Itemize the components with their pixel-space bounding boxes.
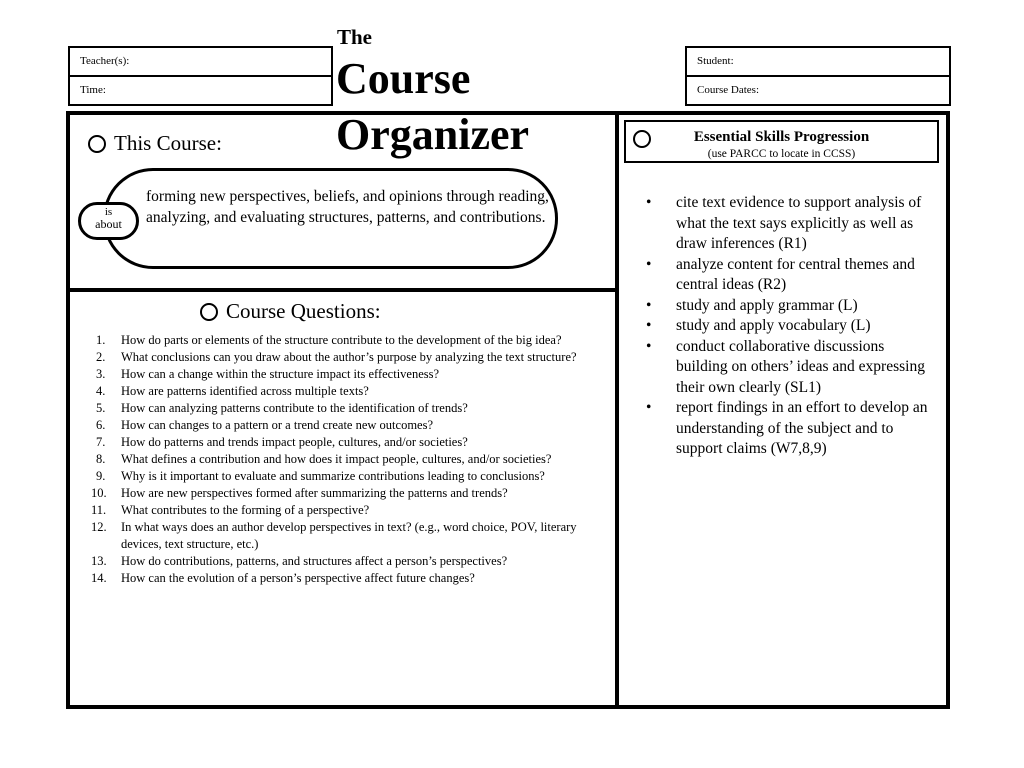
question-item xyxy=(86,502,596,519)
question-item xyxy=(86,468,596,485)
bullet-icon: • xyxy=(646,317,652,334)
question-text: How can the evolution of a person’s perspective affect future changes? xyxy=(121,571,475,585)
question-number: 6. xyxy=(96,418,106,432)
course-questions-list xyxy=(86,332,596,587)
course-description-text: forming new perspectives, beliefs, and opinions through reading, analyzing, and evaluating structures, patterns, and contributions. xyxy=(146,188,549,226)
question-number: 7. xyxy=(96,435,106,449)
question-item xyxy=(86,400,596,417)
skill-text: report findings in an effort to develop an understanding of the subject and to support claims (W7,8,9) xyxy=(676,399,928,457)
course-dates-field[interactable] xyxy=(687,77,949,106)
question-item xyxy=(86,434,596,451)
skills-header-box xyxy=(624,120,939,163)
circle-checkbox-icon[interactable] xyxy=(200,303,218,321)
question-text: In what ways does an author develop perspectives in text? (e.g., word choice, POV, literary devices, text structure, etc.) xyxy=(121,520,577,551)
skill-text: cite text evidence to support analysis of what the text says explicitly as well as draw inferences (R1) xyxy=(676,194,922,252)
bullet-icon: • xyxy=(646,296,652,314)
title-organizer: Organizer xyxy=(336,110,530,159)
bullet-icon: • xyxy=(646,194,652,211)
question-number: 12. xyxy=(91,520,107,534)
skill-item xyxy=(646,255,936,296)
question-number: 3. xyxy=(96,367,106,381)
question-text: How can analyzing patterns contribute to the identification of trends? xyxy=(121,401,468,415)
teacher-info-box xyxy=(68,46,333,106)
question-text: How are patterns identified across multiple texts? xyxy=(121,384,369,398)
vertical-divider xyxy=(615,111,619,709)
bullet-icon: • xyxy=(646,337,652,355)
this-course-label: This Course: xyxy=(114,131,222,155)
question-number: 1. xyxy=(96,333,106,347)
time-label: Time: xyxy=(80,84,106,96)
skill-text: study and apply vocabulary (L) xyxy=(676,317,871,334)
skill-item xyxy=(646,296,936,317)
is-about-tab xyxy=(78,202,139,240)
question-item xyxy=(86,553,596,570)
question-item xyxy=(86,417,596,434)
skill-item xyxy=(646,193,936,255)
question-number: 8. xyxy=(96,452,106,466)
question-text: What conclusions can you draw about the author’s purpose by analyzing the text structure? xyxy=(121,350,577,364)
question-number: 13. xyxy=(91,554,107,568)
title-course: Course xyxy=(336,54,471,103)
question-item xyxy=(86,519,596,553)
question-text: How are new perspectives formed after summarizing the patterns and trends? xyxy=(121,486,508,500)
question-number: 5. xyxy=(96,401,106,415)
skill-item xyxy=(646,316,936,337)
teacher-field[interactable] xyxy=(70,48,331,77)
student-field[interactable] xyxy=(687,48,949,77)
skill-text: conduct collaborative discussions building on others’ ideas and expressing their own clearly (SL1) xyxy=(676,337,925,396)
question-text: How can changes to a pattern or a trend create new outcomes? xyxy=(121,418,434,432)
question-item xyxy=(86,349,596,366)
question-item xyxy=(86,332,596,349)
time-field[interactable] xyxy=(70,77,331,106)
question-item xyxy=(86,383,596,400)
question-item xyxy=(86,451,596,468)
student-info-box xyxy=(685,46,951,106)
circle-checkbox-icon[interactable] xyxy=(88,135,106,153)
skill-item xyxy=(646,337,936,399)
question-text: How can a change within the structure impact its effectiveness? xyxy=(121,367,440,381)
skills-list xyxy=(646,193,936,460)
teacher-label: Teacher(s): xyxy=(80,55,130,67)
question-item xyxy=(86,570,596,587)
course-dates-label: Course Dates: xyxy=(697,84,760,96)
course-questions-label: Course Questions: xyxy=(226,299,381,323)
question-item xyxy=(86,366,596,383)
skills-title: Essential Skills Progression xyxy=(693,129,870,145)
skill-text: study and apply grammar (L) xyxy=(676,296,858,314)
student-label: Student: xyxy=(697,55,734,67)
skills-subtitle: (use PARCC to locate in CCSS) xyxy=(707,148,856,160)
skill-text: analyze content for central themes and central ideas (R2) xyxy=(676,255,915,293)
question-number: 11. xyxy=(91,503,107,517)
title-the: The xyxy=(337,25,373,49)
question-number: 10. xyxy=(91,486,107,500)
about-label: about xyxy=(95,217,122,231)
question-number: 9. xyxy=(96,469,106,483)
question-text: What contributes to the forming of a perspective? xyxy=(121,503,370,517)
bullet-icon: • xyxy=(646,255,652,273)
question-text: How do parts or elements of the structure contribute to the development of the big idea? xyxy=(121,333,562,347)
question-item xyxy=(86,485,596,502)
question-text: Why is it important to evaluate and summarize contributions leading to conclusions? xyxy=(121,469,545,483)
question-text: How do patterns and trends impact people, cultures, and/or societies? xyxy=(121,435,468,449)
question-number: 2. xyxy=(96,350,106,364)
question-text: How do contributions, patterns, and structures affect a person’s perspectives? xyxy=(121,554,508,568)
course-questions-heading xyxy=(200,299,381,324)
horizontal-divider xyxy=(66,288,619,292)
question-number: 14. xyxy=(91,571,107,585)
bullet-icon: • xyxy=(646,399,652,416)
question-number: 4. xyxy=(96,384,106,398)
is-label: is xyxy=(104,206,113,218)
question-text: What defines a contribution and how does it impact people, cultures, and/or societies? xyxy=(121,452,552,466)
skill-item xyxy=(646,398,936,460)
this-course-heading xyxy=(88,131,222,156)
